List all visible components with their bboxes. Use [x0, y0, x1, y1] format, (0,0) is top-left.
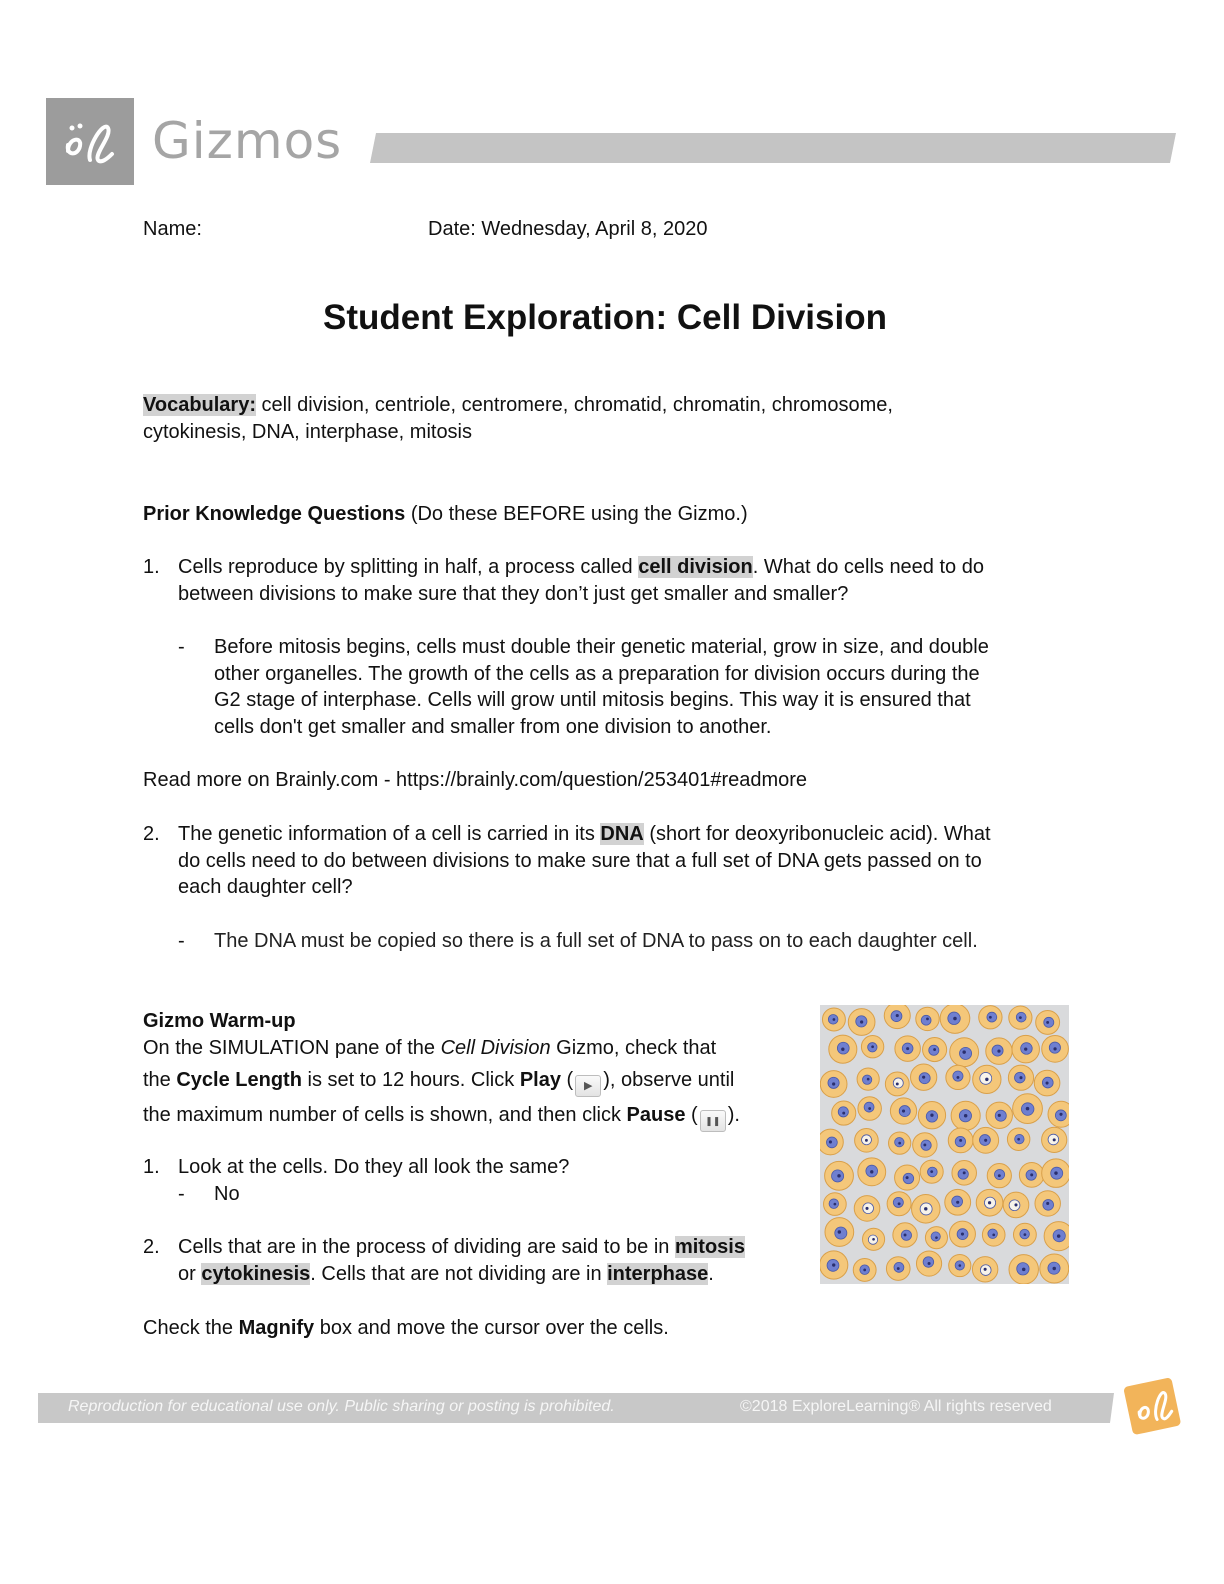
- check-post: box and move the cursor over the cells.: [314, 1317, 669, 1339]
- cell-nucleolus: [863, 1269, 866, 1272]
- a1-line: G2 stage of interphase. Cells will grow until mitosis begins. This way it is ensured that: [214, 689, 971, 711]
- cell-nucleolus: [989, 1016, 992, 1019]
- wq2-pre: Cells that are in the process of dividing are said to be in: [178, 1236, 675, 1258]
- answer-dash: -: [178, 1183, 185, 1205]
- cell-nucleolus: [926, 1017, 929, 1020]
- explorelearning-logo-icon: [46, 98, 134, 185]
- term-cytokinesis: cytokinesis: [201, 1262, 311, 1285]
- cell-nucleolus: [1019, 1016, 1022, 1019]
- cell-nucleolus: [956, 1076, 959, 1079]
- date-value: Wednesday, April 8, 2020: [481, 218, 708, 240]
- cell-nucleolus: [896, 1014, 899, 1017]
- warmup-l3-pre: the maximum number of cells is shown, and then click: [143, 1104, 627, 1126]
- cell-nucleolus: [1046, 1021, 1049, 1024]
- warmup-answer-1: No: [214, 1183, 240, 1205]
- cell-nucleolus: [841, 1048, 844, 1051]
- cell-nucleolus: [834, 1203, 837, 1206]
- cell-nucleolus: [958, 1264, 961, 1267]
- a1-line: other organelles. The growth of the cells as a preparation for division occurs during the: [214, 662, 980, 685]
- cell-nucleolus: [1046, 1082, 1049, 1085]
- gizmo-name: Cell Division: [440, 1037, 551, 1059]
- prior-answer-2: The DNA must be copied so there is a full set of DNA to pass on to each daughter cell.: [214, 930, 978, 952]
- cell-nucleolus: [898, 1202, 901, 1205]
- warmup-l3-post: ).: [727, 1104, 740, 1126]
- warmup-block: [143, 1008, 740, 1132]
- cell-nucleus: [835, 1227, 847, 1239]
- cell-nucleolus: [923, 1143, 926, 1146]
- cell-nucleus: [958, 1169, 968, 1179]
- cell-nucleolus: [962, 1050, 965, 1053]
- prior-question-1: [178, 554, 984, 607]
- magnify-instruction: [143, 1315, 669, 1342]
- term-cell-division: cell division: [638, 556, 753, 578]
- a1-line: Before mitosis begins, cells must double their genetic material, grow in size, and double: [214, 636, 989, 658]
- warmup-heading: Gizmo Warm-up: [143, 1010, 296, 1032]
- cell-nucleolus: [906, 1047, 909, 1050]
- play-icon: ▶: [575, 1075, 601, 1097]
- cell-nucleolus: [964, 1114, 967, 1117]
- cell-nucleolus: [998, 1174, 1001, 1177]
- prior-heading-note: (Do these BEFORE using the Gizmo.): [405, 503, 748, 525]
- q1-text-post: . What do cells need to do: [752, 556, 984, 578]
- cell-nucleolus: [956, 1201, 959, 1204]
- cell-nucleolus: [933, 1048, 936, 1051]
- cell-nucleolus: [1053, 1047, 1056, 1050]
- check-pre: Check the: [143, 1317, 239, 1339]
- q2-text-post: (short for deoxyribonucleic acid). What: [643, 823, 991, 845]
- paren-open: (: [685, 1104, 698, 1126]
- header-bar: [370, 133, 1176, 163]
- cell-nucleolus: [1026, 1107, 1030, 1111]
- cell-nucleolus: [1014, 1203, 1017, 1206]
- a1-line: cells don't get smaller and smaller from one division to another.: [214, 715, 772, 738]
- cell-nucleolus: [1053, 1138, 1056, 1141]
- warmup-l1-pre: On the SIMULATION pane of the: [143, 1037, 441, 1059]
- prior-question-2: [178, 821, 991, 901]
- brand-name: Gizmos: [152, 112, 343, 170]
- answer-dash: -: [178, 930, 185, 952]
- explorelearning-footer-icon: [1118, 1370, 1188, 1440]
- cell-nucleolus: [832, 1263, 835, 1266]
- cell-nucleolus: [906, 1176, 909, 1179]
- warmup-l2-pre: the: [143, 1069, 177, 1091]
- cell-nucleolus: [1024, 1047, 1027, 1050]
- vocabulary-block: [143, 392, 893, 445]
- cell-nucleolus: [1017, 1138, 1020, 1141]
- cell-nucleus: [864, 1102, 874, 1112]
- cell-nucleolus: [833, 1018, 836, 1021]
- footer-logo: [1118, 1370, 1188, 1445]
- cell-nucleolus: [997, 1050, 1000, 1053]
- pause-icon: ❚❚: [700, 1110, 726, 1132]
- warmup-l1-post: Gizmo, check that: [550, 1037, 717, 1059]
- cell-nucleolus: [935, 1236, 938, 1239]
- vocabulary-line-2: cytokinesis, DNA, interphase, mitosis: [143, 420, 473, 443]
- cell-nucleus: [960, 1047, 972, 1059]
- q2-line-3: each daughter cell?: [178, 876, 353, 898]
- cell-nucleolus: [1022, 1268, 1026, 1272]
- cell-nucleolus: [860, 1020, 863, 1023]
- cell-nucleolus: [930, 1170, 933, 1173]
- cell-nucleolus: [829, 1140, 832, 1143]
- cell-nucleolus: [961, 1232, 964, 1235]
- cell-nucleolus: [984, 1139, 987, 1142]
- cell-nucleolus: [924, 1207, 927, 1210]
- read-more-link[interactable]: Read more on Brainly.com - https://brainly.com/question/253401#readmore: [143, 769, 808, 791]
- cell-nucleolus: [992, 1233, 995, 1236]
- page-title: Student Exploration: Cell Division: [323, 298, 887, 337]
- cycle-length-term: Cycle Length: [176, 1069, 302, 1091]
- cell-nucleus: [931, 1232, 940, 1241]
- cell-nucleolus: [1054, 1171, 1057, 1174]
- prior-heading-text: Prior Knowledge Questions: [143, 503, 406, 525]
- cell-nucleus: [826, 1137, 837, 1148]
- name-label: Name:: [143, 218, 202, 240]
- cell-nucleolus: [871, 1045, 874, 1048]
- cell-nucleolus: [1053, 1267, 1056, 1270]
- answer-dash: -: [178, 636, 185, 658]
- cell-nucleolus: [896, 1083, 899, 1086]
- cell-nucleolus: [837, 1174, 840, 1177]
- cell-nucleus: [987, 1012, 997, 1022]
- cell-nucleolus: [1030, 1173, 1033, 1176]
- warmup-l2-mid: is set to 12 hours. Click: [301, 1069, 520, 1091]
- magnify-term: Magnify: [238, 1317, 315, 1339]
- warmup-question-1: Look at the cells. Do they all look the same?: [178, 1156, 570, 1178]
- question-number: 1.: [143, 1156, 160, 1178]
- cell-nucleolus: [998, 1114, 1001, 1117]
- paren-open: (: [560, 1069, 574, 1091]
- gizmos-logo: [46, 98, 134, 185]
- vocabulary-label: Vocabulary:: [143, 394, 256, 416]
- footer-copyright: ©2018 ExploreLearning® All rights reserved: [740, 1398, 1052, 1415]
- cell-nucleolus: [1057, 1234, 1060, 1237]
- cell-nucleolus: [1059, 1113, 1062, 1116]
- cell-division-simulation-image: [820, 1005, 1069, 1284]
- cell-nucleolus: [928, 1262, 931, 1265]
- term-dna: DNA: [600, 823, 644, 845]
- cell-nucleolus: [953, 1017, 957, 1021]
- cell-nucleolus: [1024, 1233, 1027, 1236]
- cell-nucleolus: [985, 1078, 988, 1081]
- pause-term: Pause: [626, 1104, 686, 1126]
- vocabulary-line-1: cell division, centriole, centromere, chromatid, chromatin, chromosome,: [256, 394, 893, 416]
- cell-nucleolus: [842, 1112, 845, 1115]
- question-number: 2.: [143, 823, 160, 845]
- cell-nucleus: [921, 1015, 931, 1025]
- cell-nucleolus: [897, 1267, 900, 1270]
- q2-text-pre: The genetic information of a cell is carried in its: [178, 823, 601, 845]
- cell-nucleolus: [988, 1201, 991, 1204]
- cell-nucleolus: [868, 1107, 871, 1110]
- cell-nucleolus: [832, 1082, 835, 1085]
- term-mitosis: mitosis: [674, 1236, 745, 1258]
- cell-nucleolus: [959, 1139, 962, 1142]
- cell-nucleolus: [898, 1142, 901, 1145]
- cell-nucleus: [923, 1257, 934, 1268]
- warmup-question-2: [178, 1234, 745, 1287]
- cell-nucleolus: [1046, 1202, 1049, 1205]
- cell-nucleus: [893, 1197, 903, 1207]
- q1-text-pre: Cells reproduce by splitting in half, a process called: [178, 556, 639, 578]
- cell-nucleolus: [930, 1114, 933, 1117]
- cell-nucleus: [988, 1229, 998, 1239]
- q1-line-2: between divisions to make sure that they don’t just get smaller and smaller?: [178, 582, 849, 605]
- prior-answer-1: [214, 634, 989, 740]
- cell-nucleolus: [838, 1230, 841, 1233]
- wq2-l2-post: .: [708, 1262, 714, 1285]
- q2-line-2: do cells need to do between divisions to make sure that a full set of DNA gets passed on to: [178, 849, 982, 872]
- cell-nucleolus: [902, 1109, 905, 1112]
- cell-nucleus: [903, 1173, 914, 1184]
- term-interphase: interphase: [607, 1262, 709, 1285]
- cell-nucleolus: [870, 1170, 873, 1173]
- warmup-l2-post: ), observe until: [603, 1069, 735, 1091]
- cell-nucleolus: [1019, 1076, 1022, 1079]
- wq2-l2-mid: . Cells that are not dividing are in: [310, 1262, 608, 1285]
- cell-nucleolus: [872, 1238, 875, 1241]
- cell-nucleolus: [865, 1139, 868, 1142]
- play-term: Play: [519, 1069, 561, 1091]
- cell-nucleolus: [904, 1234, 907, 1237]
- question-number: 1.: [143, 556, 160, 578]
- date-line: [428, 216, 707, 243]
- wq2-l2-pre: or: [178, 1262, 202, 1285]
- cell-nucleolus: [865, 1207, 868, 1210]
- cell-nucleolus: [867, 1078, 870, 1081]
- footer-disclaimer: Reproduction for educational use only. Public sharing or posting is prohibited.: [68, 1398, 615, 1415]
- date-label: Date:: [428, 218, 476, 240]
- question-number: 2.: [143, 1236, 160, 1258]
- prior-knowledge-heading: [143, 501, 748, 528]
- cell-nucleolus: [984, 1268, 987, 1271]
- cell-nucleolus: [922, 1076, 925, 1079]
- cells-illustration: [820, 1005, 1069, 1284]
- cell-nucleolus: [963, 1171, 966, 1174]
